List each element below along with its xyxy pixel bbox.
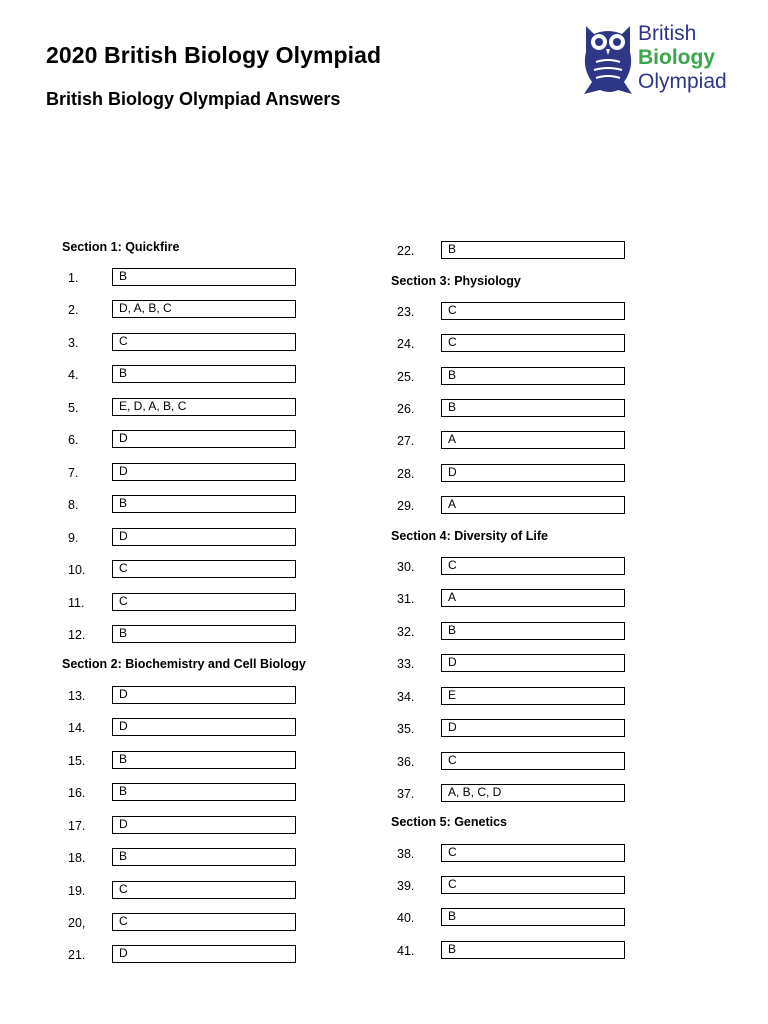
section-heading: Section 1: Quickfire [62,240,180,254]
answer-box: B [441,622,625,640]
section-heading: Section 3: Physiology [391,274,521,288]
question-number: 13. [68,689,86,703]
answer-box: C [441,302,625,320]
answer-box: C [112,560,296,578]
question-number: 22. [397,244,415,258]
question-number: 1. [68,271,79,285]
answer-box: B [112,495,296,513]
answer-box: C [112,913,296,931]
question-number: 16. [68,786,86,800]
logo-line-british: British [638,22,697,45]
answer-box: B [112,268,296,286]
question-number: 15. [68,754,86,768]
answer-box: D [441,464,625,482]
answer-box: D [112,686,296,704]
answer-box: D [112,463,296,481]
answer-box: B [112,751,296,769]
answer-box: B [441,241,625,259]
answer-box: B [441,399,625,417]
question-number: 40. [397,911,415,925]
answer-box: C [441,752,625,770]
question-number: 12. [68,628,86,642]
answer-box: C [441,557,625,575]
logo-line-olympiad: Olympiad [638,70,727,93]
answer-box: A [441,431,625,449]
question-number: 6. [68,433,79,447]
question-number: 20, [68,916,86,930]
answer-box: B [441,367,625,385]
question-number: 41. [397,944,415,958]
page-title: 2020 British Biology Olympiad [46,42,382,68]
logo-line-biology: Biology [638,46,715,69]
logo-wordmark [638,22,727,94]
question-number: 21. [68,948,86,962]
answer-box: B [441,941,625,959]
answer-box: E, D, A, B, C [112,398,296,416]
question-number: 3. [68,336,79,350]
answer-box: D [112,528,296,546]
section-heading: Section 5: Genetics [391,815,508,829]
question-number: 11. [68,596,85,610]
question-number: 30. [397,560,415,574]
answer-box: B [112,365,296,383]
page-subtitle: British Biology Olympiad Answers [46,89,341,109]
question-number: 5. [68,401,79,415]
answer-box: B [441,908,625,926]
question-number: 8. [68,498,79,512]
bbo-logo [580,22,760,98]
question-number: 25. [397,370,415,384]
question-number: 10. [68,563,86,577]
section-heading: Section 2: Biochemistry and Cell Biology [62,657,306,671]
answer-box: D [441,719,625,737]
question-number: 7. [68,466,79,480]
answer-box: D [112,430,296,448]
answer-box: D [112,816,296,834]
answer-box: A [441,589,625,607]
answer-box: C [441,876,625,894]
question-number: 28. [397,467,415,481]
question-number: 38. [397,847,415,861]
answer-box: D [112,945,296,963]
answer-box: C [441,844,625,862]
question-number: 17. [68,819,86,833]
question-number: 19. [68,884,86,898]
question-number: 34. [397,690,415,704]
answer-box: B [112,783,296,801]
question-number: 37. [397,787,415,801]
question-number: 29. [397,499,415,513]
question-number: 33. [397,657,415,671]
question-number: 14. [68,721,86,735]
question-number: 23. [397,305,415,319]
answer-box: D, A, B, C [112,300,296,318]
answer-box: C [112,333,296,351]
question-number: 31. [397,592,415,606]
question-number: 35. [397,722,415,736]
answer-box: A [441,496,625,514]
answer-box: A, B, C, D [441,784,625,802]
question-number: 27. [397,434,415,448]
question-number: 32. [397,625,415,639]
owl-icon [580,22,636,96]
answer-box: E [441,687,625,705]
answer-box: D [441,654,625,672]
question-number: 9. [68,531,79,545]
question-number: 18. [68,851,86,865]
question-number: 39. [397,879,415,893]
answer-box: D [112,718,296,736]
answer-box: C [112,881,296,899]
answer-box: B [112,625,296,643]
question-number: 4. [68,368,79,382]
section-heading: Section 4: Diversity of Life [391,529,548,543]
question-number: 24. [397,337,415,351]
question-number: 2. [68,303,79,317]
answer-box: C [441,334,625,352]
question-number: 36. [397,755,415,769]
answer-box: B [112,848,296,866]
question-number: 26. [397,402,415,416]
answer-box: C [112,593,296,611]
